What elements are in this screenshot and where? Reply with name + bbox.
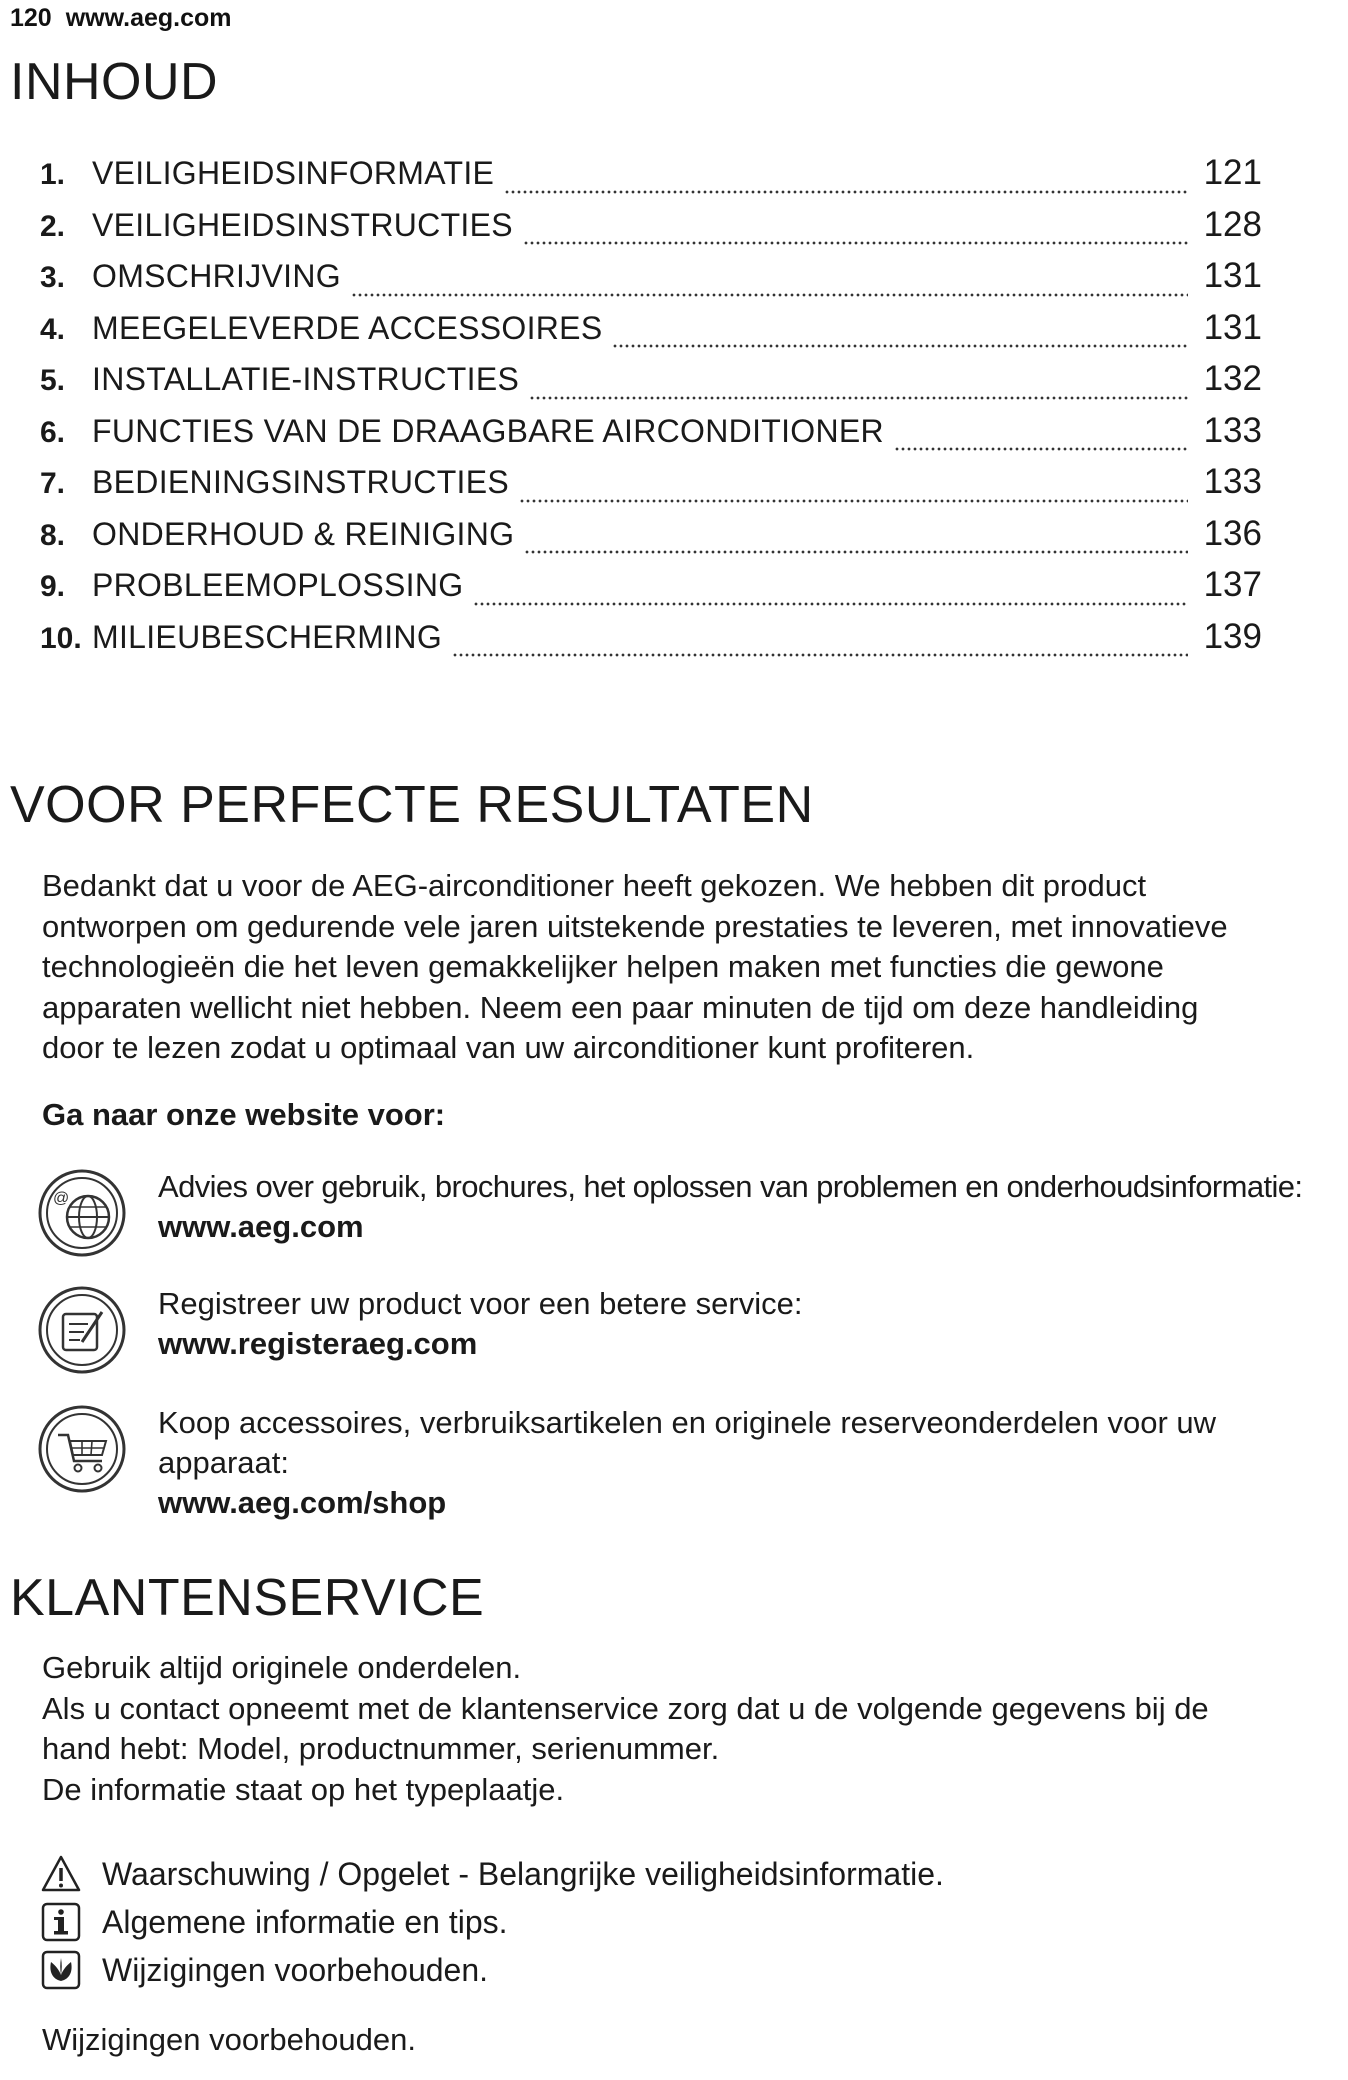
website-heading: Ga naar onze website voor: <box>42 1097 446 1132</box>
toc-page-number: 128 <box>1203 204 1262 244</box>
table-of-contents <box>40 153 1262 668</box>
toc-number: 3. <box>40 261 66 294</box>
text-line: door te lezen zodat u optimaal van uw airconditioner kunt profiteren. <box>42 1030 975 1065</box>
footer-note: Wijzigingen voorbehouden. <box>42 2022 416 2057</box>
legend-item <box>40 1850 1240 1898</box>
toc-page-number: 133 <box>1203 410 1262 450</box>
page-header <box>10 4 232 33</box>
toc-leader-dots <box>452 652 1188 658</box>
toc-number: 6. <box>40 415 66 449</box>
toc-row[interactable] <box>40 565 1262 617</box>
toc-entry-title: VEILIGHEIDSINFORMATIE <box>92 155 495 191</box>
text-line: Als u contact opneemt met de klantenservice zorg dat u de volgende gegevens bij de <box>42 1690 1209 1726</box>
toc-number: 9. <box>40 570 66 603</box>
text-line: Gebruik altijd originele onderdelen. <box>42 1650 522 1685</box>
environment-icon <box>40 1949 82 1991</box>
toc-number: 10. <box>40 621 82 655</box>
service-description: Advies over gebruik, brochures, het oplossen van problemen en onderhoudsinformatie: <box>158 1169 1303 1204</box>
toc-entry-title: BEDIENINGSINSTRUCTIES <box>92 464 510 500</box>
service-text <box>158 1167 1302 1247</box>
toc-leader-dots <box>524 549 1188 555</box>
toc-row[interactable] <box>40 411 1262 463</box>
text-line: hand hebt: Model, productnummer, serienummer. <box>42 1731 720 1766</box>
service-link[interactable]: www.aeg.com <box>158 1209 364 1244</box>
service-text <box>158 1403 1216 1523</box>
register-icon <box>36 1284 128 1376</box>
toc-leader-dots <box>473 601 1188 607</box>
toc-row[interactable] <box>40 359 1262 411</box>
toc-leader-dots <box>504 189 1188 195</box>
results-intro <box>42 866 1322 1069</box>
warning-icon <box>40 1853 82 1895</box>
legend-text: Waarschuwing / Opgelet - Belangrijke veiligheidsinformatie. <box>102 1855 944 1892</box>
toc-title: INHOUD <box>10 53 219 111</box>
toc-row[interactable] <box>40 256 1262 308</box>
service-description: Koop accessoires, verbruiksartikelen en originele reserveonderdelen voor uw <box>158 1405 1217 1440</box>
toc-page-number: 133 <box>1203 462 1262 501</box>
toc-row[interactable] <box>40 514 1262 566</box>
toc-row[interactable] <box>40 462 1262 514</box>
toc-entry-title: OMSCHRIJVING <box>92 258 341 294</box>
customer-service-text <box>42 1648 1322 1810</box>
symbol-legend <box>40 1850 1240 1994</box>
page-number: 120 <box>10 4 52 32</box>
results-title: VOOR PERFECTE RESULTATEN <box>10 776 814 834</box>
text-line: technologieën die het leven gemakkelijker helpen maken met functies die gewone <box>42 949 1164 984</box>
toc-page-number: 131 <box>1203 256 1262 295</box>
toc-page-number: 139 <box>1203 616 1262 656</box>
svg-text:@: @ <box>53 1190 70 1207</box>
text-line: Bedankt dat u voor de AEG-airconditioner heeft gekozen. We hebben dit product <box>42 868 1147 903</box>
legend-text: Wijzigingen voorbehouden. <box>102 1951 489 1988</box>
legend-item <box>40 1898 1240 1946</box>
text-line: apparaten wellicht niet hebben. Neem een paar minuten de tijd om deze handleiding <box>42 989 1199 1025</box>
toc-leader-dots <box>523 240 1188 246</box>
header-site: www.aeg.com <box>65 4 232 32</box>
toc-number: 8. <box>40 518 66 552</box>
toc-row[interactable] <box>40 308 1262 360</box>
toc-page-number: 121 <box>1203 153 1262 192</box>
text-line: De informatie staat op het typeplaatje. <box>42 1771 565 1807</box>
toc-row[interactable] <box>40 153 1262 205</box>
toc-entry-title: INSTALLATIE-INSTRUCTIES <box>92 361 520 397</box>
toc-leader-dots <box>519 498 1188 504</box>
cart-icon <box>36 1403 128 1495</box>
service-description: Registreer uw product voor een betere service: <box>158 1286 803 1321</box>
toc-entry-title: ONDERHOUD & REINIGING <box>92 515 515 552</box>
customer-service-title: KLANTENSERVICE <box>10 1569 485 1627</box>
toc-page-number: 131 <box>1203 307 1262 347</box>
toc-page-number: 137 <box>1203 565 1262 604</box>
toc-entry-title: VEILIGHEIDSINSTRUCTIES <box>92 206 513 243</box>
toc-number: 2. <box>40 209 66 243</box>
legend-item <box>40 1946 1240 1994</box>
toc-row[interactable] <box>40 205 1262 257</box>
info-icon <box>40 1901 82 1943</box>
service-description: apparaat: <box>158 1445 289 1480</box>
toc-leader-dots <box>894 446 1188 452</box>
toc-number: 1. <box>40 158 66 191</box>
toc-leader-dots <box>351 292 1188 298</box>
globe-icon <box>36 1167 128 1259</box>
toc-row[interactable] <box>40 617 1262 669</box>
toc-number: 5. <box>40 364 66 397</box>
service-link[interactable]: www.aeg.com/shop <box>158 1485 447 1520</box>
toc-leader-dots <box>612 343 1188 349</box>
service-text <box>158 1284 802 1364</box>
toc-number: 4. <box>40 312 66 346</box>
text-line: ontworpen om gedurende vele jaren uitstekende prestaties te leveren, met innovatieve <box>42 908 1228 944</box>
service-link[interactable]: www.registeraeg.com <box>158 1326 478 1361</box>
toc-page-number: 136 <box>1203 513 1262 553</box>
legend-text: Algemene informatie en tips. <box>102 1903 508 1940</box>
toc-leader-dots <box>529 395 1188 401</box>
toc-entry-title: FUNCTIES VAN DE DRAAGBARE AIRCONDITIONER <box>92 412 884 449</box>
toc-entry-title: MEEGELEVERDE ACCESSOIRES <box>92 309 603 346</box>
toc-page-number: 132 <box>1203 359 1262 398</box>
toc-entry-title: MILIEUBESCHERMING <box>92 618 443 655</box>
toc-number: 7. <box>40 467 66 500</box>
toc-entry-title: PROBLEEMOPLOSSING <box>92 567 464 603</box>
